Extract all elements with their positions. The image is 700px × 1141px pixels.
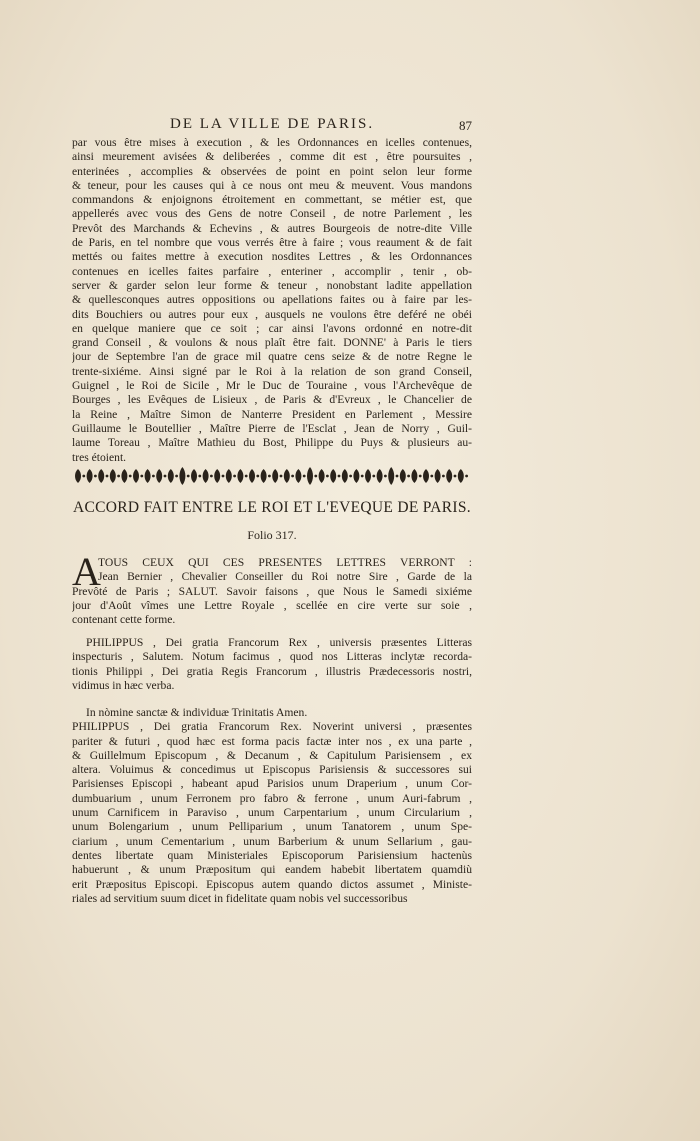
section-title: ACCORD FAIT ENTRE LE ROI ET L'EVEQUE DE PARIS.	[73, 499, 471, 516]
fleuron-ornament	[365, 469, 371, 483]
ornamental-divider	[72, 466, 472, 486]
text-line: riales ad servitium suum dicet in fidelitate quam nobis vel successoribus	[72, 891, 408, 905]
ornament-dot	[372, 475, 375, 478]
ornament-dot	[454, 475, 457, 478]
fleuron-ornament	[133, 469, 139, 483]
ornament-dot	[465, 475, 468, 478]
ornament-dot	[349, 475, 352, 478]
text-line: mettés ou faites mettre à execution nosdites Lettres , & les Ordonnances	[72, 250, 472, 264]
text-line: & teneur, pour les causes qui à ce nous ont meu & meuvent. Vous mandons	[72, 178, 472, 192]
fleuron-ornament	[319, 469, 325, 483]
ornament-dot	[291, 475, 294, 478]
fleuron-ornament	[226, 469, 232, 483]
fleuron-ornament	[203, 469, 209, 483]
philippus-letter-text	[72, 636, 472, 693]
fleuron-ornament	[330, 469, 336, 483]
text-line: grand Conseil , & voulons & nous plaît être fait. DONNE' à Paris le tiers	[72, 336, 472, 350]
text-line: Parisienses Episcopi , habeant apud Parisios unum Draperium , unum Cor-	[72, 777, 472, 791]
fleuron-ornament	[272, 469, 278, 483]
fleuron-ornament	[75, 469, 81, 483]
text-line: ciarium , unum Cementarium , unum Barberium & unum Sellarium , gau-	[72, 834, 472, 848]
text-line: & Guillelmum Episcopum , & Decanum , & Capitulum Parisiensem , ex	[72, 748, 472, 762]
accord-opening-text	[72, 556, 472, 627]
page-number: 87	[459, 118, 472, 133]
text-line: en quelque maniere que ce soit ; car ainsi l'avons ordonné en notre-dit	[72, 321, 472, 335]
fleuron-ornament	[87, 469, 93, 483]
ornament-dot	[326, 475, 329, 478]
fleuron-ornament	[249, 469, 255, 483]
text-line: inspecturis , Salutem. Notum facimus , quod nos Litteras inclytæ recorda-	[72, 650, 472, 664]
text-line: commandons & enjoignons étroitement en commettant, se métier est, que	[72, 193, 472, 207]
fleuron-ornament	[411, 469, 417, 483]
fleuron-ornament	[295, 469, 301, 483]
fleuron-ornament	[388, 467, 394, 485]
text-line: appellerés avec vous des Gens de notre Conseil , de notre Parlement , les	[72, 207, 472, 221]
fleuron-ornament	[377, 469, 383, 483]
fleuron-ornament	[435, 469, 441, 483]
ornament-dot	[268, 475, 271, 478]
text-line: par vous être mises à execution , & les Ordonnances en icelles contenues,	[72, 136, 472, 149]
text-line: trente-sixiéme. Ainsi signé par le Roi à la relation de son grand Conseil,	[72, 364, 472, 378]
ornament-dot	[164, 475, 167, 478]
fleuron-ornament	[168, 469, 174, 483]
text-line: Bourges , les Evêques de Lisieux , de Paris & d'Evreux , le Chancelier de	[72, 393, 472, 407]
ornament-dot	[175, 475, 178, 478]
fleuron-ornament	[342, 469, 348, 483]
drop-capital: A	[72, 549, 101, 594]
text-line: dentes libertate quam Ministeriales Episcoporum Parisiensium hactenùs	[72, 848, 472, 862]
trinitatis-text	[72, 706, 472, 906]
text-line: tres étoient.	[72, 450, 127, 464]
fleuron-ornament	[446, 469, 452, 483]
ornament-dot	[187, 475, 190, 478]
ornament-dot	[419, 475, 422, 478]
text-line: laume Toreau , Maître Mathieu du Bost, Philippe du Puys & plusieurs au-	[72, 436, 472, 450]
ornament-dot	[129, 475, 132, 478]
ornament-dot	[245, 475, 248, 478]
text-line: Guignel , le Roi de Sicile , Mr le Duc de Touraine , vous l'Archevêque de	[72, 379, 472, 393]
ornament-dot	[94, 475, 97, 478]
ornament-dot	[198, 475, 201, 478]
text-line: TOUS CEUX QUI CES PRESENTES LETTRES VERRONT :	[98, 556, 472, 569]
text-line: In nòmine sanctæ & individuæ Trinitatis Amen.	[86, 706, 308, 719]
text-line: la Reine , Maître Simon de Nanterre President en Parlement , Messire	[72, 407, 472, 421]
text-line: altera. Voluimus & concedimus ut Episcopus Parisiensis & successores sui	[72, 763, 472, 777]
running-head: DE LA VILLE DE PARIS.	[170, 116, 375, 132]
fleuron-ornament	[121, 469, 127, 483]
ornament-dot	[106, 475, 109, 478]
folio-reference: Folio 317.	[247, 528, 297, 542]
ornament-dot	[407, 475, 410, 478]
ornament-dot	[384, 475, 387, 478]
text-line: dumbuarium , unum Ferronem pro fabro & ferrone , unum Auri-fabrum ,	[72, 791, 472, 805]
text-line: & quellesconques autres oppositions ou apellations faites ou à faire par les-	[72, 293, 472, 307]
text-line: Guillaume le Boutellier , Maître Pierre de l'Esclat , Jean de Norry , Guil-	[72, 421, 472, 435]
ornament-dot	[396, 475, 399, 478]
text-line: tionis Philippi , Dei gratia Regis Francorum , illustris Prædecessoris nostri,	[72, 664, 472, 678]
ornament-dot	[361, 475, 364, 478]
text-line: erit Præpositus Episcopi. Episcopus autem quando dictos assumet , Ministe-	[72, 877, 472, 891]
text-line: pariter & futuri , quod hæc est forma pacis factæ inter nos , ex una parte ,	[72, 734, 472, 748]
text-line: habuerunt , & unum Præpositum qui eandem habebit libertatem quamdiù	[72, 863, 472, 877]
ornament-dot	[338, 475, 341, 478]
ornament-dot	[303, 475, 306, 478]
text-line: Prevôté de Paris ; SALUT. Savoir faisons , que Nous le Samedi sixiéme	[72, 584, 472, 598]
fleuron-ornament	[110, 469, 116, 483]
decree-text	[72, 136, 472, 465]
text-line: unum Carnificem in Paraviso , unum Carpentarium , unum Circularium ,	[72, 806, 472, 820]
text-line: de Paris, en tel nombre que vous verrés être à faire ; vous reaument & de fait	[72, 236, 472, 250]
fleuron-ornament	[237, 469, 243, 483]
text-line: enterinées , accomplies & observées de point en point selon leur forme	[72, 164, 472, 178]
fleuron-ornament	[307, 467, 313, 485]
text-line: jour de Septembre l'an de grace mil quatre cens seize & de notre Regne le	[72, 350, 472, 364]
text-line: Prevôt des Marchands & Echevins , & autres Bourgeois de notre-dite Ville	[72, 221, 472, 235]
ornament-dot	[442, 475, 445, 478]
ornament-dot	[117, 475, 120, 478]
text-line: Jean Bernier , Chevalier Conseiller du Roi notre Sire , Garde de la	[98, 570, 472, 584]
ornament-dot	[152, 475, 155, 478]
text-line: contenant cette forme.	[72, 613, 176, 627]
fleuron-ornament	[156, 469, 162, 483]
fleuron-ornament	[458, 469, 464, 483]
ornament-dot	[222, 475, 225, 478]
fleuron-ornament	[423, 469, 429, 483]
fleuron-ornament	[179, 467, 185, 485]
fleuron-ornament	[353, 469, 359, 483]
fleuron-ornament	[261, 469, 267, 483]
text-line: server & garder selon leur forme & teneur , nonobstant ladite appellation	[72, 278, 472, 292]
fleuron-ornament	[191, 469, 197, 483]
fleuron-ornament	[145, 469, 151, 483]
text-line: contenues en icelles faites parfaire , enteriner , accomplir , tenir , ob-	[72, 264, 472, 278]
text-line: PHILIPPUS , Dei gratia Francorum Rex , universis præsentes Litteras	[86, 636, 472, 649]
ornament-dot	[280, 475, 283, 478]
text-line: vidimus in hæc verba.	[72, 678, 175, 692]
ornament-dot	[430, 475, 433, 478]
ornament-dot	[210, 475, 213, 478]
fleuron-ornament	[400, 469, 406, 483]
text-line: unum Bolengarium , unum Pelliparium , unum Tanatorem , unum Spe-	[72, 820, 472, 834]
text-line: jour d'Août vîmes une Lettre Royale , scellée en cire verte sur soie ,	[72, 598, 472, 612]
ornament-dot	[140, 475, 143, 478]
ornament-dot	[314, 475, 317, 478]
fleuron-ornament	[284, 469, 290, 483]
text-line: dits Bouchiers ou autres pour eux , ausquels ne voulons être deféré ne obéi	[72, 307, 472, 321]
ornament-dot	[82, 475, 85, 478]
text-line: PHILIPPUS , Dei gratia Francorum Rex. Noverint universi , præsentes	[72, 720, 472, 734]
ornament-dot	[256, 475, 259, 478]
text-line: ainsi meurement avisées & deliberées , comme dit est , être poursuites ,	[72, 150, 472, 164]
fleuron-ornament	[214, 469, 220, 483]
fleuron-ornament	[98, 469, 104, 483]
page-header	[72, 116, 472, 138]
ornament-dot	[233, 475, 236, 478]
